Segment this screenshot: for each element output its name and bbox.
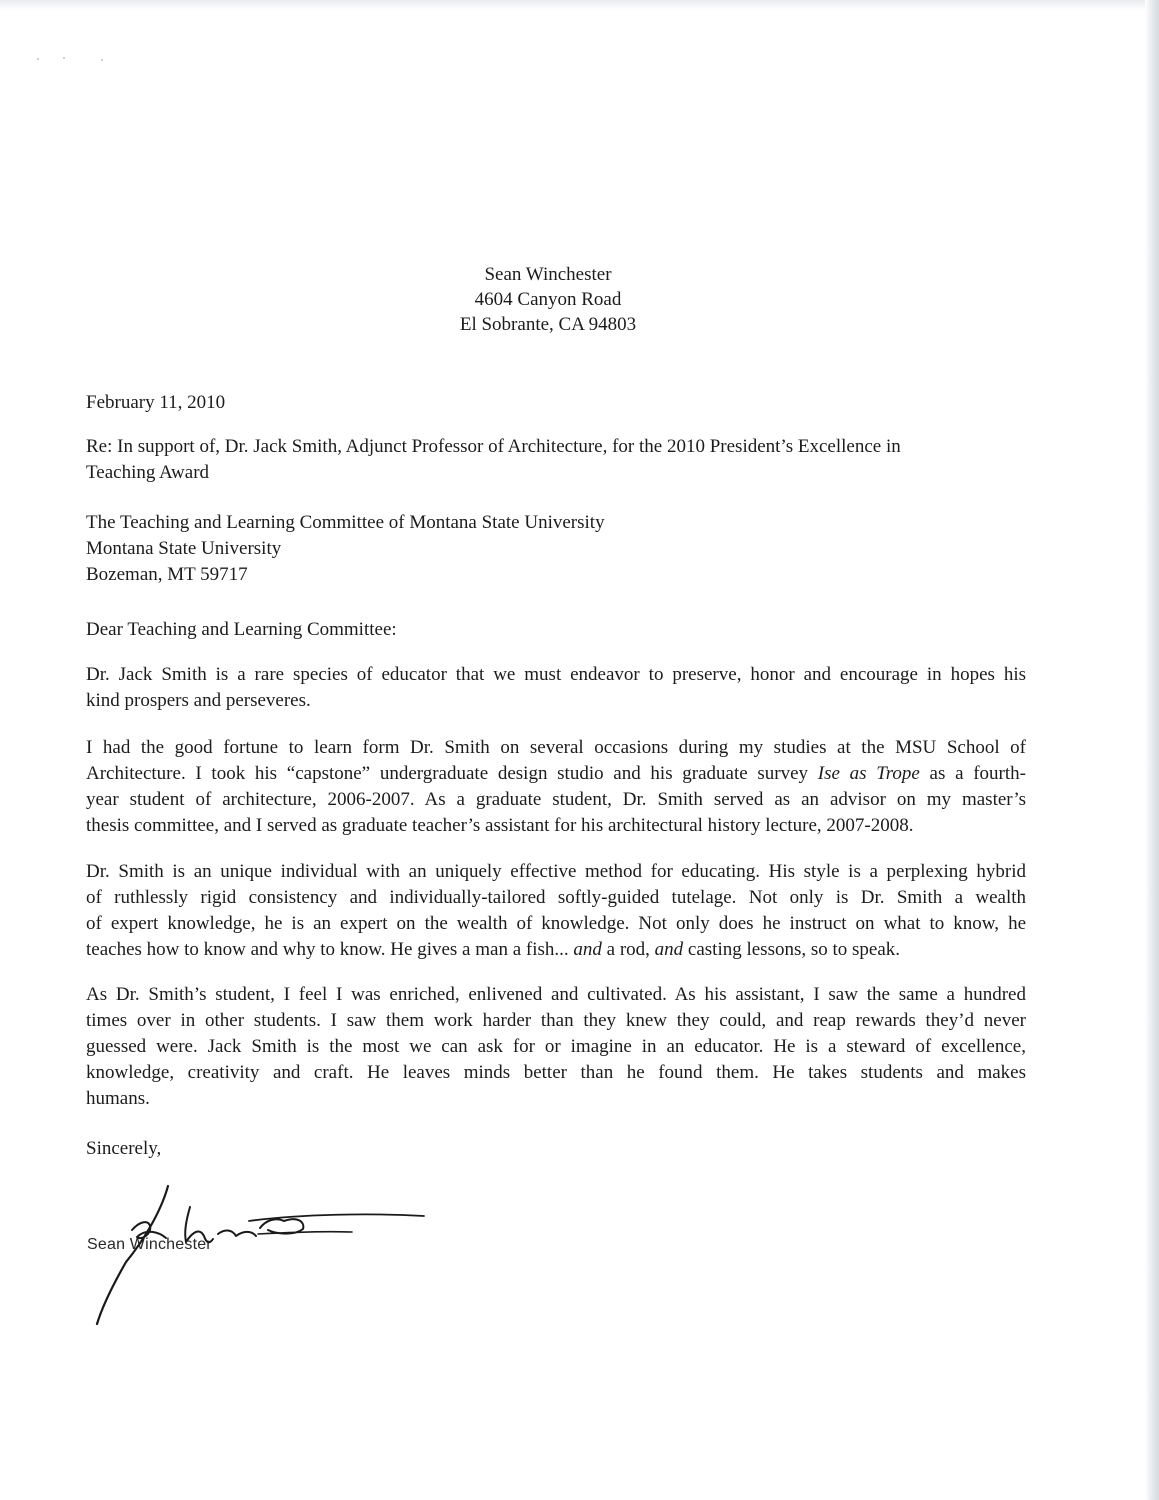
course-title: Ise as Trope xyxy=(817,763,920,784)
salutation: Dear Teaching and Learning Committee: xyxy=(86,619,397,640)
typed-signature-name: Sean Winchester xyxy=(87,1236,212,1253)
paragraph-3: Dr. Smith is an unique individual with an uniquely effective method for educating. His style is a perplexing hybrid of ruthlessly rigid consistency and individually-tailored softly-guided tutelage. Not only is Dr. Smith a wealth of expert knowledge, he is an expert on the wealth of knowledge. Not only does he instruct on what to know, he teaches how to know and why to know. He gives a man a fish... and a rod, and casting lessons, so to speak. xyxy=(86,861,1026,960)
letter-date: February 11, 2010 xyxy=(86,392,226,413)
paragraph-1: Dr. Jack Smith is a rare species of educator that we must endeavor to preserve, honor and encourage in hopes his kind prospers and perseveres. xyxy=(86,664,1026,711)
closing: Sincerely, xyxy=(86,1138,162,1159)
sender-name: Sean Winchester xyxy=(484,264,612,285)
recipient-line: Montana State University xyxy=(86,538,282,559)
sender-city: El Sobrante, CA 94803 xyxy=(459,314,637,335)
recipient-line: The Teaching and Learning Committee of Montana State University xyxy=(86,512,605,533)
sender-street: 4604 Canyon Road xyxy=(474,289,622,310)
re-line: Re: In support of, Dr. Jack Smith, Adjunct Professor of Architecture, for the 2010 President’s Excellence in Teaching Award xyxy=(86,436,901,483)
recipient-line: Bozeman, MT 59717 xyxy=(86,564,248,585)
paragraph-4: As Dr. Smith’s student, I feel I was enriched, enlivened and cultivated. As his assistant, I saw the same a hundred times over in other students. I saw them work harder than they knew they could, and reap rewards they’d never guessed were. Jack Smith is the most we can ask for or imagine in an educator. He is a steward of excellence, knowledge, creativity and craft. He leaves minds better than he found them. He takes students and makes humans. xyxy=(86,984,1026,1109)
paragraph-2: I had the good fortune to learn form Dr. Smith on several occasions during my studies at the MSU School of Architecture. I took his “capstone” undergraduate design studio and his graduate survey Ise as Trope as a fourth- year student of architecture, 2006-2007. As a graduate student, Dr. Smith served as an advisor on my master’s thesis committee, and I served as graduate teacher’s assistant for his architectural history lecture, 2007-2008. xyxy=(86,737,1026,836)
